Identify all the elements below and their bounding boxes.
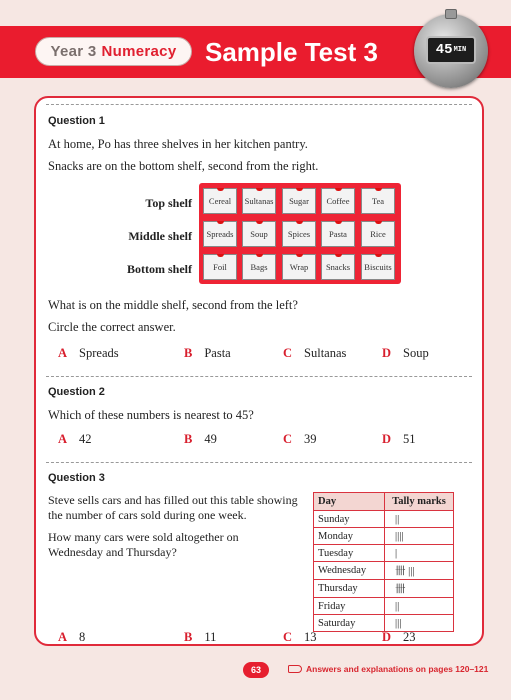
q2-heading: Question 2 (48, 386, 105, 398)
tally-cell: 卌 (385, 580, 454, 598)
option-letter: D (382, 346, 392, 360)
q3-option-b[interactable] (184, 630, 216, 645)
answers-note-text: Answers and explanations on pages 120–121 (306, 664, 489, 674)
q1-option-a[interactable] (58, 346, 119, 361)
q2-option-c[interactable] (283, 432, 317, 447)
stopwatch-button (445, 9, 457, 19)
option-text: 42 (79, 432, 92, 446)
option-letter: B (184, 630, 193, 644)
table-header: Day (314, 493, 385, 511)
tally-cell: |||| (385, 528, 454, 545)
option-letter: B (184, 346, 193, 360)
option-text: 13 (304, 630, 317, 644)
table-header-row (314, 493, 454, 511)
q1-line1: At home, Po has three shelves in her kitchen pantry. (48, 137, 308, 151)
tally-cell: ||| (385, 615, 454, 632)
shelf-item: Soup (242, 221, 276, 247)
tally-cell: | (385, 545, 454, 562)
pointing-hand-icon (288, 665, 302, 673)
q3-line1: Steve sells cars and has filled out this table showing (48, 493, 298, 507)
day-cell: Monday (314, 528, 385, 545)
day-cell: Tuesday (314, 545, 385, 562)
q3-option-c[interactable] (283, 630, 317, 645)
table-row (314, 528, 454, 545)
pantry-shelves (199, 183, 401, 284)
option-letter: A (58, 630, 68, 644)
option-letter: B (184, 432, 193, 446)
shelf-item: Rice (361, 221, 395, 247)
q1-instruction: Circle the correct answer. (48, 320, 176, 334)
year-label: Year 3 (50, 43, 97, 60)
day-cell: Wednesday (314, 562, 385, 580)
q3-option-d[interactable] (382, 630, 416, 645)
option-letter: C (283, 346, 293, 360)
timer-value: 45 (435, 42, 453, 58)
divider (46, 462, 472, 463)
shelf-item: Sultanas (242, 188, 276, 214)
option-text: Soup (403, 346, 429, 360)
q1-option-c[interactable] (283, 346, 346, 361)
shelf-item: Spices (282, 221, 316, 247)
table-row (314, 562, 454, 580)
q1-line2: Snacks are on the bottom shelf, second from the right. (48, 159, 319, 173)
q3-line3: How many cars were sold altogether on (48, 530, 239, 544)
shelf-item: Biscuits (361, 254, 395, 280)
option-letter: D (382, 432, 392, 446)
option-text: Sultanas (304, 346, 347, 360)
tally-cell: 卌 ||| (385, 562, 454, 580)
shelf-item: Wrap (282, 254, 316, 280)
day-cell: Saturday (314, 615, 385, 632)
shelf-item: Sugar (282, 188, 316, 214)
day-cell: Sunday (314, 511, 385, 528)
q2-option-a[interactable] (58, 432, 92, 447)
shelf-label-middle: Middle shelf (128, 229, 192, 243)
stopwatch-icon (414, 14, 488, 88)
option-letter: C (283, 630, 293, 644)
option-text: Pasta (204, 346, 231, 360)
q1-option-d[interactable] (382, 346, 429, 361)
q2-question: Which of these numbers is nearest to 45? (48, 408, 254, 422)
q2-option-b[interactable] (184, 432, 217, 447)
shelf-item: Foil (203, 254, 237, 280)
table-header: Tally marks (385, 493, 454, 511)
option-letter: A (58, 432, 68, 446)
page-number: 63 (243, 662, 269, 678)
shelf-label-bottom: Bottom shelf (127, 262, 192, 276)
subject-label: Numeracy (101, 43, 177, 60)
tally-table (313, 492, 454, 632)
shelf-item: Coffee (321, 188, 355, 214)
table-row (314, 545, 454, 562)
divider (46, 104, 472, 105)
table-row (314, 511, 454, 528)
table-row (314, 580, 454, 598)
option-text: 8 (79, 630, 86, 644)
shelf-item: Bags (242, 254, 276, 280)
option-text: 11 (204, 630, 217, 644)
q3-heading: Question 3 (48, 472, 105, 484)
shelf-item: Snacks (321, 254, 355, 280)
day-cell: Friday (314, 598, 385, 615)
question-card (34, 96, 484, 646)
q1-heading: Question 1 (48, 115, 105, 127)
tally-cell: || (385, 511, 454, 528)
timer-unit: MIN (453, 46, 467, 54)
option-text: 49 (204, 432, 217, 446)
page-title: Sample Test 3 (205, 37, 378, 67)
q3-option-a[interactable] (58, 630, 85, 645)
q1-question: What is on the middle shelf, second from the left? (48, 298, 298, 312)
option-letter: D (382, 630, 392, 644)
option-letter: C (283, 432, 293, 446)
option-letter: A (58, 346, 68, 360)
timer-display (426, 36, 476, 64)
q3-line2: the number of cars sold during one week. (48, 508, 247, 522)
shelf-item: Cereal (203, 188, 237, 214)
option-text: Spreads (79, 346, 119, 360)
shelf-item: Pasta (321, 221, 355, 247)
answers-note (288, 664, 488, 674)
year-subject-pill (35, 37, 192, 66)
option-text: 51 (403, 432, 416, 446)
option-text: 39 (304, 432, 317, 446)
q2-option-d[interactable] (382, 432, 416, 447)
table-row (314, 598, 454, 615)
day-cell: Thursday (314, 580, 385, 598)
q3-line4: Wednesday and Thursday? (48, 545, 177, 559)
tally-cell: || (385, 598, 454, 615)
q1-option-b[interactable] (184, 346, 231, 361)
table-row (314, 615, 454, 632)
shelf-item: Tea (361, 188, 395, 214)
divider (46, 376, 472, 377)
option-text: 23 (403, 630, 416, 644)
shelf-item: Spreads (203, 221, 237, 247)
shelf-label-top: Top shelf (145, 196, 192, 210)
